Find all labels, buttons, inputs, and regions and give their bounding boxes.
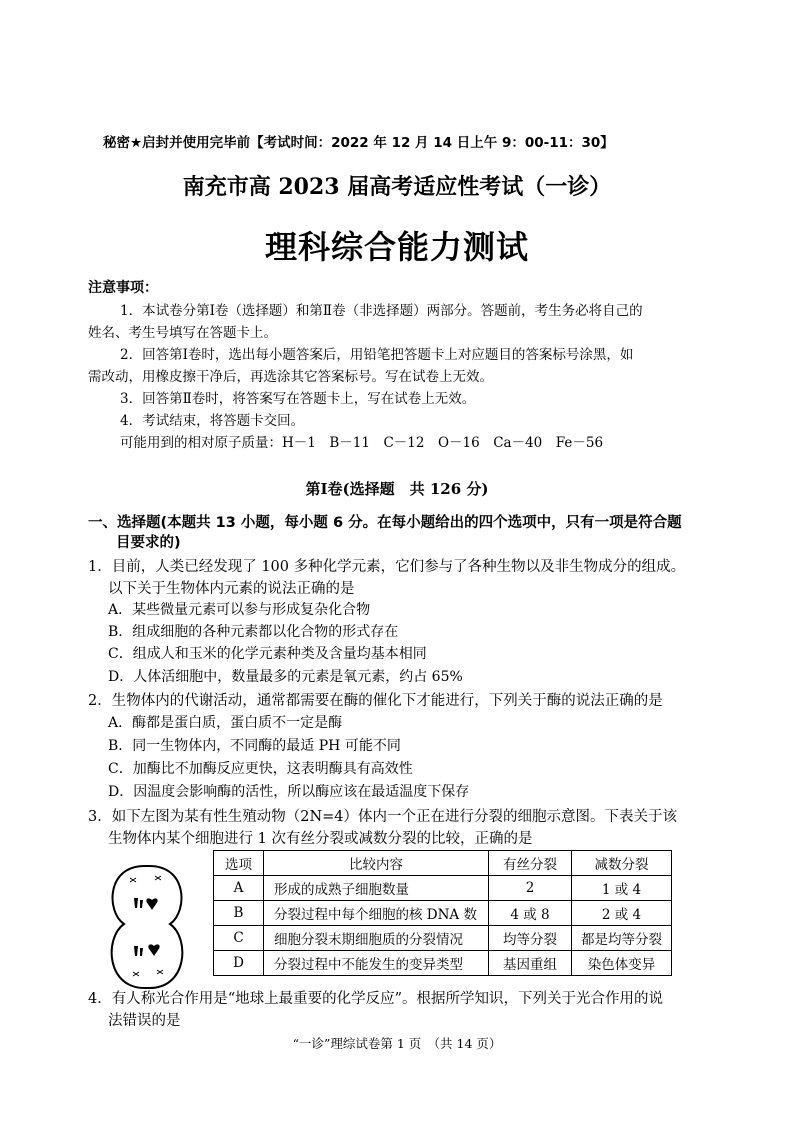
notice-item: 需改动，用橡皮擦干净后，再选涂其它答案标号。写在试卷上无效。: [88, 369, 493, 385]
notice-item: 1．本试卷分第Ⅰ卷（选择题）和第Ⅱ卷（非选择题）两部分。答题前，考生务必将自己的: [120, 303, 643, 319]
header-cell: 有丝分裂: [489, 851, 572, 876]
table-cell: C: [214, 926, 264, 951]
table-cell: 1 或 4: [572, 876, 672, 901]
table-cell: A: [214, 876, 264, 901]
table-cell: 分裂过程中每个细胞的核 DNA 数: [264, 901, 489, 926]
question-3-stem: 3．如下左图为某有性生殖动物（2N=4）体内一个正在进行分裂的细胞示意图。下表关于该: [88, 809, 678, 825]
question-2-option: C．加酶比不加酶反应更快，这表明酶具有高效性: [108, 761, 413, 777]
question-1-option: B．组成细胞的各种元素都以化合物的形式存在: [108, 624, 399, 640]
table-cell: 2 或 4: [572, 901, 672, 926]
table-cell: 分裂过程中不能发生的变异类型: [264, 951, 489, 976]
part-instructions-cont: 目要求的): [116, 535, 181, 551]
table-cell: 4 或 8: [489, 901, 572, 926]
exam-title: 南充市高 2023 届高考适应性考试（一诊）: [182, 174, 612, 200]
table-cell: 2: [489, 876, 572, 901]
header-cell: 减数分裂: [572, 851, 672, 876]
question-1-stem-cont: 以下关于生物体内元素的说法正确的是: [108, 581, 355, 597]
table-cell: 染色体变异: [572, 951, 672, 976]
table-cell: 均等分裂: [489, 926, 572, 951]
question-3-stem-cont: 生物体内某个细胞进行 1 次有丝分裂或减数分裂的比较，正确的是: [108, 831, 533, 847]
question-1-option: C．组成人和玉米的化学元素种类及含量均基本相同: [108, 646, 427, 662]
section-title: 第Ⅰ卷(选择题 共 126 分): [305, 480, 489, 498]
table-header-row: [214, 851, 672, 876]
header-cell: 选项: [214, 851, 264, 876]
table-cell: D: [214, 951, 264, 976]
header-cell: 比较内容: [264, 851, 489, 876]
question-4-stem-cont: 法错误的是: [108, 1013, 181, 1029]
question-4-stem: 4．有人称光合作用是“地球上最重要的化学反应”。根据所学知识，下列关于光合作用的说: [88, 991, 664, 1007]
table-cell: B: [214, 901, 264, 926]
comparison-table: [213, 850, 672, 976]
question-2-option: B．同一生物体内，不同酶的最适 PH 可能不同: [108, 738, 401, 754]
question-2-option: D．因温度会影响酶的活性，所以酶应该在最适温度下保存: [108, 784, 470, 800]
question-2-option: A．酶都是蛋白质，蛋白质不一定是酶: [108, 715, 343, 731]
notice-item: 姓名、考生号填写在答题卡上。: [88, 325, 277, 341]
question-2-stem: 2．生物体内的代谢活动，通常都需要在酶的催化下才能进行，下列关于酶的说法正确的是: [88, 693, 663, 709]
subject-title: 理科综合能力测试: [264, 228, 529, 266]
question-1-option: D．人体活细胞中，数量最多的元素是氧元素，约占 65%: [108, 669, 463, 685]
table-cell: 形成的成熟子细胞数量: [264, 876, 489, 901]
question-1-stem: 1．目前，人类已经发现了 100 多种化学元素，它们参与了各种生物以及非生物成分的组成。: [88, 559, 686, 575]
table-cell: 基因重组: [489, 951, 572, 976]
notice-item: 3．回答第Ⅱ卷时，将答案写在答题卡上，写在试卷上无效。: [120, 391, 476, 407]
part-instructions: 一、选择题(本题共 13 小题，每小题 6 分。在每小题给出的四个选项中，只有一项是符合题: [88, 515, 682, 531]
table-row: [214, 926, 672, 951]
dividing-cell-diagram: [100, 860, 195, 995]
question-1-option: A．某些微量元素可以参与形成复杂化合物: [108, 602, 371, 618]
notice-item: 4．考试结束，将答题卡交回。: [120, 413, 305, 429]
page-footer: “一诊”理综试卷第 1 页 （共 14 页）: [292, 1036, 502, 1051]
table-cell: 都是均等分裂: [572, 926, 672, 951]
table-row: [214, 876, 672, 901]
notice-heading: 注意事项：: [88, 280, 158, 296]
notice-item: 2．回答第Ⅰ卷时，选出每小题答案后，用铅笔把答题卡上对应题目的答案标号涂黑，如: [120, 347, 634, 363]
table-cell: 细胞分裂末期细胞质的分裂情况: [264, 926, 489, 951]
table-row: [214, 951, 672, 976]
table-row: [214, 901, 672, 926]
confidential-notice: 秘密★启封并使用完毕前【考试时间：2022 年 12 月 14 日上午 9：00-11：30】: [103, 135, 614, 151]
atomic-mass-line: 可能用到的相对原子质量：H－1 B－11 C－12 O－16 Ca－40 Fe－56: [120, 435, 604, 451]
